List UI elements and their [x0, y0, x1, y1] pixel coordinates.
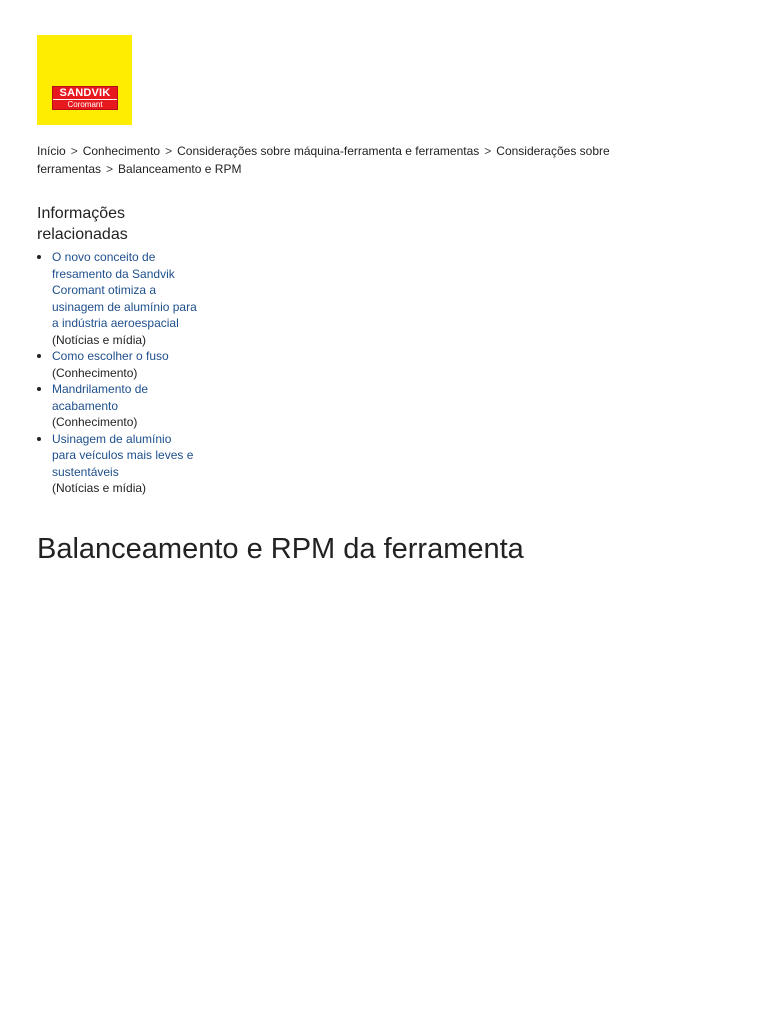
breadcrumb-item-inicio[interactable]: Início: [37, 144, 66, 158]
breadcrumb-item-ferramentas[interactable]: Considerações sobre ferramentas: [37, 144, 610, 176]
related-category: (Notícias e mídia): [52, 481, 147, 495]
breadcrumb-separator: >: [106, 162, 114, 176]
related-list: [37, 249, 197, 497]
related-category: (Conhecimento): [52, 365, 138, 380]
related-link[interactable]: O novo conceito de fresamento da Sandvik Coromant otimiza a usinagem de alumínio para a indústria aeroespacial: [52, 250, 197, 330]
breadcrumb-item-conhecimento[interactable]: Conhecimento: [82, 144, 161, 158]
list-item: [37, 348, 197, 381]
related-link[interactable]: Como escolher o fuso: [52, 349, 169, 363]
bullet-icon: [37, 387, 41, 391]
breadcrumb-separator: >: [484, 144, 492, 158]
related-information: [37, 203, 197, 497]
related-link[interactable]: Mandrilamento de acabamento: [52, 382, 149, 413]
logo-plate: [52, 86, 118, 110]
bullet-icon: [37, 255, 41, 259]
breadcrumb-item-maquina-ferramenta[interactable]: Considerações sobre máquina-ferramenta e ferramentas: [177, 144, 480, 158]
logo-brand-text: SANDVIK: [59, 87, 111, 99]
breadcrumb: [37, 142, 677, 178]
breadcrumb-item-current: Balanceamento e RPM: [118, 162, 242, 176]
breadcrumb-separator: >: [70, 144, 78, 158]
related-category: (Notícias e mídia): [52, 332, 147, 347]
sandvik-coromant-logo[interactable]: [37, 35, 132, 125]
related-category: (Conhecimento): [52, 415, 138, 429]
list-item: [37, 249, 197, 348]
related-link[interactable]: Usinagem de alumínio para veículos mais leves e sustentáveis: [52, 431, 194, 479]
breadcrumb-separator: >: [165, 144, 173, 158]
bullet-icon: [37, 437, 41, 441]
list-item: [37, 381, 197, 431]
logo-sub-text: Coromant: [53, 99, 117, 110]
related-heading: Informações relacionadas: [37, 205, 128, 243]
page-title: Balanceamento e RPM da ferramenta: [37, 533, 524, 565]
list-item: [37, 431, 197, 497]
bullet-icon: [37, 354, 41, 358]
